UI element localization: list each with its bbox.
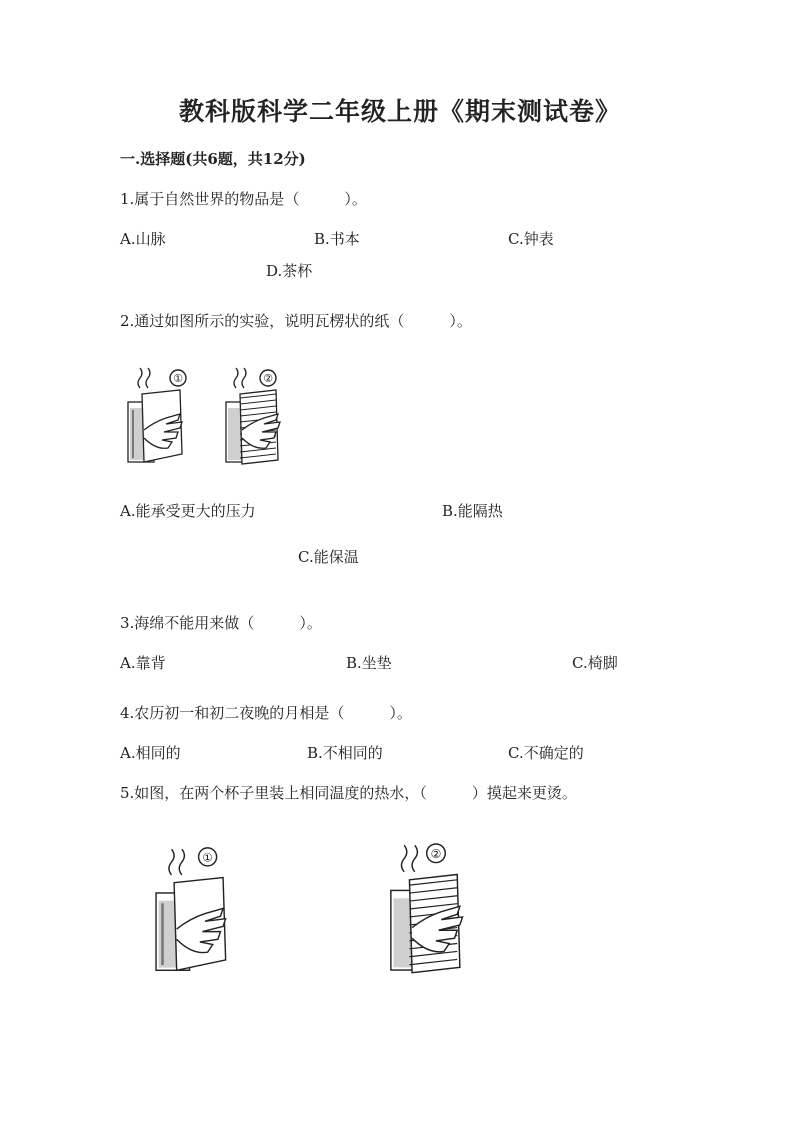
cup-corrugated-paper-figure-large xyxy=(384,840,480,978)
page-title: 教科版科学二年级上册《期末测试卷》 xyxy=(178,97,621,126)
figure-label-2: ② xyxy=(430,846,442,861)
question-3-option-b: B.坐垫 xyxy=(346,654,392,672)
question-4-stem: 4.农历初一和初二夜晚的月相是（ ）。 xyxy=(120,704,412,722)
question-2-option-b: B.能隔热 xyxy=(442,502,503,520)
section-heading: 一.选择题(共6题，共12分) xyxy=(120,150,306,168)
cup-flat-paper-figure xyxy=(124,364,194,468)
question-2-option-a: A.能承受更大的压力 xyxy=(120,502,256,520)
figure-label-1: ① xyxy=(173,372,183,385)
question-1-option-a: A.山脉 xyxy=(120,230,166,248)
question-3-option-c: C.椅脚 xyxy=(572,654,618,672)
question-1-option-b: B.书本 xyxy=(314,230,360,248)
question-1-option-d: D.茶杯 xyxy=(266,262,313,280)
question-4-option-b: B.不相同的 xyxy=(307,744,383,762)
figure-label-2: ② xyxy=(263,372,273,385)
question-2-stem: 2.通过如图所示的实验，说明瓦楞状的纸（ ）。 xyxy=(120,312,472,330)
question-4-option-a: A.相同的 xyxy=(120,744,181,762)
question-2-option-c: C.能保温 xyxy=(298,548,359,566)
question-4-option-c: C.不确定的 xyxy=(508,744,584,762)
figure-label-1: ① xyxy=(202,850,213,865)
cup-corrugated-paper-figure xyxy=(222,364,292,468)
question-3-stem: 3.海绵不能用来做（ ）。 xyxy=(120,614,322,632)
question-1-stem: 1.属于自然世界的物品是（ ）。 xyxy=(120,190,367,208)
question-3-option-a: A.靠背 xyxy=(120,654,166,672)
question-1-option-c: C.钟表 xyxy=(508,230,554,248)
cup-flat-paper-figure-large xyxy=(148,844,244,978)
question-5-stem: 5.如图，在两个杯子里装上相同温度的热水，（ ）摸起来更烫。 xyxy=(120,784,577,802)
